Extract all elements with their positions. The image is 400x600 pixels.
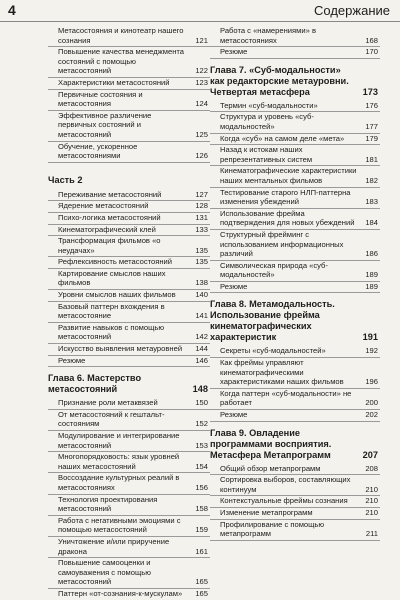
- toc-page-number: 152: [195, 419, 208, 429]
- toc-entry-title: Секреты «суб-модальностей»: [220, 346, 326, 356]
- toc-entry-title: Резюме: [220, 47, 248, 57]
- toc-page-number: 141: [195, 311, 208, 321]
- toc-chapter-heading[interactable]: [210, 299, 380, 343]
- toc-entry-title: Резюме: [220, 281, 248, 291]
- toc-entry-title: Уничтожение и/или приручение дракона: [58, 536, 170, 556]
- toc-entry[interactable]: [210, 464, 380, 476]
- toc-entry[interactable]: [210, 209, 380, 230]
- toc-column-right: [210, 26, 380, 541]
- toc-page-number: 128: [195, 201, 208, 211]
- toc-entry[interactable]: [48, 431, 210, 452]
- toc-entry[interactable]: [48, 269, 210, 290]
- toc-entry-title: Кинематографический клей: [58, 224, 156, 234]
- toc-entry-title: Как фреймы управляют кинематографическими характеристиками наших фильмов: [220, 358, 344, 387]
- toc-page-number: 210: [365, 496, 378, 506]
- toc-entry-title: Паттерн «от-сознания-к-мускулам»: [58, 588, 183, 598]
- toc-entry[interactable]: [48, 356, 210, 368]
- toc-page-number: 210: [365, 484, 378, 494]
- toc-entry-title: Назад к истокам наших репрезентативных систем: [220, 145, 313, 164]
- toc-entry-title: Профилирование с помощью метапрограмм: [220, 519, 325, 539]
- toc-entry-title: Резюме: [220, 410, 248, 420]
- toc-entry[interactable]: [48, 410, 210, 431]
- toc-entry[interactable]: [48, 516, 210, 537]
- toc-entry-title: Сортировка выборов, составляющих континуум: [220, 475, 351, 494]
- running-title: Содержание: [314, 3, 390, 18]
- toc-entry[interactable]: [48, 90, 210, 111]
- toc-page-number: 135: [195, 245, 208, 255]
- toc-page-number: 133: [195, 224, 208, 234]
- toc-page-number: 200: [365, 398, 378, 408]
- toc-entry-title: Символическая природа «суб-модальностей»: [220, 260, 328, 280]
- toc-entry[interactable]: [48, 398, 210, 410]
- toc-entry[interactable]: [210, 101, 380, 113]
- toc-entry[interactable]: [48, 302, 210, 323]
- toc-page-number: 123: [195, 77, 208, 87]
- toc-entry[interactable]: [48, 473, 210, 494]
- toc-entry[interactable]: [210, 282, 380, 294]
- toc-page-number: 181: [365, 154, 378, 164]
- toc-entry[interactable]: [210, 134, 380, 146]
- toc-entry-title: Глава 8. Метамодальность. Использование фрейма кинематографических характеристик: [210, 299, 335, 343]
- toc-page-number: 146: [195, 355, 208, 365]
- toc-page-number: 186: [365, 249, 378, 259]
- toc-entry[interactable]: [48, 589, 210, 600]
- toc-page-number: 170: [365, 47, 378, 57]
- toc-entry[interactable]: [210, 230, 380, 261]
- toc-entry-title: Изменение метапрограмм: [220, 508, 313, 517]
- toc-entry-title: Рефлексивность метасостояний: [58, 257, 173, 267]
- toc-entry[interactable]: [210, 410, 380, 422]
- toc-entry[interactable]: [48, 111, 210, 142]
- toc-chapter-heading[interactable]: [210, 428, 380, 461]
- toc-entry-title: Работа с «намерениями» в метасостояниях: [220, 26, 316, 45]
- toc-page-number: 189: [365, 281, 378, 291]
- toc-entry-title: Модулирование и интегрирование метасостояний: [58, 431, 180, 450]
- toc-page-number: 196: [365, 377, 378, 387]
- toc-entry-title: Технология проектирования метасостояний: [58, 494, 158, 514]
- toc-entry-title: Структура и уровень «суб-модальностей»: [220, 112, 314, 131]
- toc-page-number: 148: [192, 384, 208, 395]
- toc-page-number: 210: [365, 508, 378, 517]
- toc-entry[interactable]: [48, 142, 210, 163]
- toc-entry[interactable]: [48, 558, 210, 589]
- toc-page-number: 176: [365, 100, 378, 110]
- toc-page-number: 211: [365, 529, 378, 539]
- toc-page-number: 131: [195, 212, 208, 222]
- toc-entry-title: Контекстуальные фреймы сознания: [220, 496, 348, 506]
- toc-entry[interactable]: [48, 495, 210, 516]
- toc-entry[interactable]: [48, 537, 210, 558]
- toc-entry-title: Ядерение метасостояний: [58, 201, 149, 211]
- toc-page-number: 189: [365, 270, 378, 280]
- toc-entry-title: Картирование смыслов наших фильмов: [58, 268, 166, 288]
- toc-entry-title: Общий обзор метапрограмм: [220, 463, 321, 473]
- toc-page-number: 122: [195, 66, 208, 76]
- toc-column-left: [48, 26, 210, 600]
- toc-entry[interactable]: [48, 47, 210, 78]
- toc-entry-title: Глава 9. Овладение программами восприятия. Метасфера Метапрограмм: [210, 427, 332, 460]
- toc-entry-title: Резюме: [58, 355, 86, 365]
- toc-entry[interactable]: [210, 166, 380, 187]
- toc-entry-title: Использование фрейма подтверждения для новых убеждений: [220, 208, 355, 228]
- toc-entry[interactable]: [48, 190, 210, 202]
- toc-entry[interactable]: [48, 26, 210, 47]
- toc-page-number: 177: [365, 121, 378, 131]
- toc-entry-title: Когда «суб» на самом деле «мета»: [220, 133, 345, 143]
- toc-entry-title: Признание роли метаквязей: [58, 398, 158, 408]
- page-header: [0, 0, 400, 22]
- toc-entry[interactable]: [210, 346, 380, 358]
- toc-entry-title: Повышение самооценки и самоуважения с помощью метасостояний: [58, 558, 151, 587]
- toc-page-number: 179: [365, 133, 378, 143]
- toc-entry-title: Глава 6. Мастерство метасостояний: [48, 373, 142, 395]
- toc-page-number: 124: [195, 99, 208, 109]
- toc-entry[interactable]: [210, 261, 380, 282]
- toc-page-number: 182: [365, 175, 378, 185]
- toc-entry[interactable]: [210, 145, 380, 166]
- toc-entry-title: Искусство выявления метауровней: [58, 344, 183, 354]
- toc-page-number: 173: [362, 86, 378, 97]
- toc-page-number: 153: [195, 440, 208, 450]
- toc-page-number: 191: [362, 332, 378, 343]
- toc-page-number: 159: [195, 525, 208, 535]
- page-number: 4: [8, 2, 16, 18]
- toc-page-number: 154: [195, 461, 208, 471]
- toc-page-number: 142: [195, 332, 208, 342]
- toc-page-number: 138: [195, 278, 208, 288]
- toc-entry[interactable]: [210, 112, 380, 133]
- toc-entry-title: Тестирование старого НЛП-паттерна изменения убеждений: [220, 187, 351, 207]
- toc-entry-title: Термин «суб-модальности»: [220, 100, 318, 110]
- toc-page-number: 127: [195, 189, 208, 199]
- toc-entry-title: Трансформация фильмов «о неудачах»: [58, 236, 161, 255]
- toc-chapter-heading[interactable]: [210, 65, 380, 98]
- toc-entry[interactable]: [210, 496, 380, 508]
- toc-page-number: 156: [195, 482, 208, 492]
- toc-entry-title: Часть 2: [48, 174, 83, 185]
- toc-page-number: 140: [195, 290, 208, 300]
- toc-entry-title: Переживание метасостояний: [58, 189, 162, 199]
- toc-entry-title: Работа с негативными эмоциями с помощью метасостояний: [58, 515, 181, 535]
- toc-entry-title: Психо-логика метасостояний: [58, 212, 161, 222]
- toc-page-number: 135: [195, 257, 208, 267]
- toc-page-number: 125: [195, 129, 208, 139]
- toc-entry-title: Глава 7. «Суб-модальности» как редакторские метауровни. Четвертая метасфера: [210, 64, 349, 97]
- toc-chapter-heading[interactable]: [48, 373, 210, 395]
- toc-page-number: 192: [365, 346, 378, 356]
- toc-entry[interactable]: [210, 520, 380, 541]
- toc-entry-title: Воссоздание культурных реалий в метасостояниях: [58, 473, 180, 492]
- toc-entry[interactable]: [48, 323, 210, 344]
- toc-page-number: 207: [362, 449, 378, 460]
- toc-entry[interactable]: [210, 508, 380, 520]
- toc-entry[interactable]: [48, 236, 210, 257]
- toc-page-number: 161: [195, 546, 208, 556]
- toc-entry-title: Метасостояния и кинотеатр нашего сознания: [58, 26, 184, 45]
- toc-entry-title: Обучение, ускоренное метасостояниями: [58, 141, 138, 161]
- toc-entry[interactable]: [48, 290, 210, 302]
- toc-page-number: 168: [365, 35, 378, 45]
- toc-entry-title: Многопорядковость: язык уровней наших метасостояний: [58, 452, 180, 471]
- toc-entry-title: Уровни смыслов наших фильмов: [58, 290, 176, 300]
- toc-entry[interactable]: [210, 389, 380, 410]
- toc-page-number: 144: [195, 344, 208, 354]
- toc-entry-title: Первичные состояния и метасостояния: [58, 89, 143, 109]
- toc-entry-title: Характеристики метасостояний: [58, 77, 170, 87]
- toc-entry[interactable]: [210, 475, 380, 496]
- toc-entry[interactable]: [210, 47, 380, 59]
- toc-entry[interactable]: [48, 201, 210, 213]
- toc-page-number: 165: [195, 588, 208, 598]
- toc-entry-title: Кинематографические характеристики наших ментальных фильмов: [220, 166, 357, 185]
- toc-page-number: 202: [365, 410, 378, 420]
- toc-entry[interactable]: [210, 358, 380, 389]
- toc-entry[interactable]: [48, 344, 210, 356]
- toc-page-number: 184: [365, 218, 378, 228]
- toc-page-number: 126: [195, 151, 208, 161]
- toc-entry[interactable]: [48, 225, 210, 237]
- toc-entry[interactable]: [48, 213, 210, 225]
- toc-entry[interactable]: [48, 257, 210, 269]
- toc-entry-title: Эффективное различение первичных состояний и метасостояний: [58, 110, 152, 139]
- toc-entry-title: Базовый паттерн вхождения в метасостояние: [58, 301, 165, 321]
- toc-entry-title: От метасостояний к гештальт-состояниям: [58, 409, 165, 429]
- toc-entry[interactable]: [48, 452, 210, 473]
- toc-part-heading[interactable]: [48, 175, 210, 186]
- toc-entry-title: Развитие навыков с помощью метасостояний: [58, 322, 165, 342]
- toc-entry[interactable]: [210, 188, 380, 209]
- toc-page-number: 158: [195, 504, 208, 514]
- toc-entry-title: Структурный фрейминг с использованием информационных различий: [220, 229, 344, 259]
- toc-page-number: 150: [195, 398, 208, 408]
- toc-page-number: 165: [195, 577, 208, 587]
- toc-page-number: 121: [195, 35, 208, 45]
- toc-entry[interactable]: [48, 78, 210, 90]
- toc-page-number: 208: [365, 463, 378, 473]
- toc-entry-title: Повышение качества менеджмента состояний с помощью метасостояний: [58, 47, 184, 76]
- toc-entry-title: Когда паттерн «суб-модальности» не работает: [220, 388, 352, 408]
- toc-entry[interactable]: [210, 26, 380, 47]
- toc-page-number: 183: [365, 197, 378, 207]
